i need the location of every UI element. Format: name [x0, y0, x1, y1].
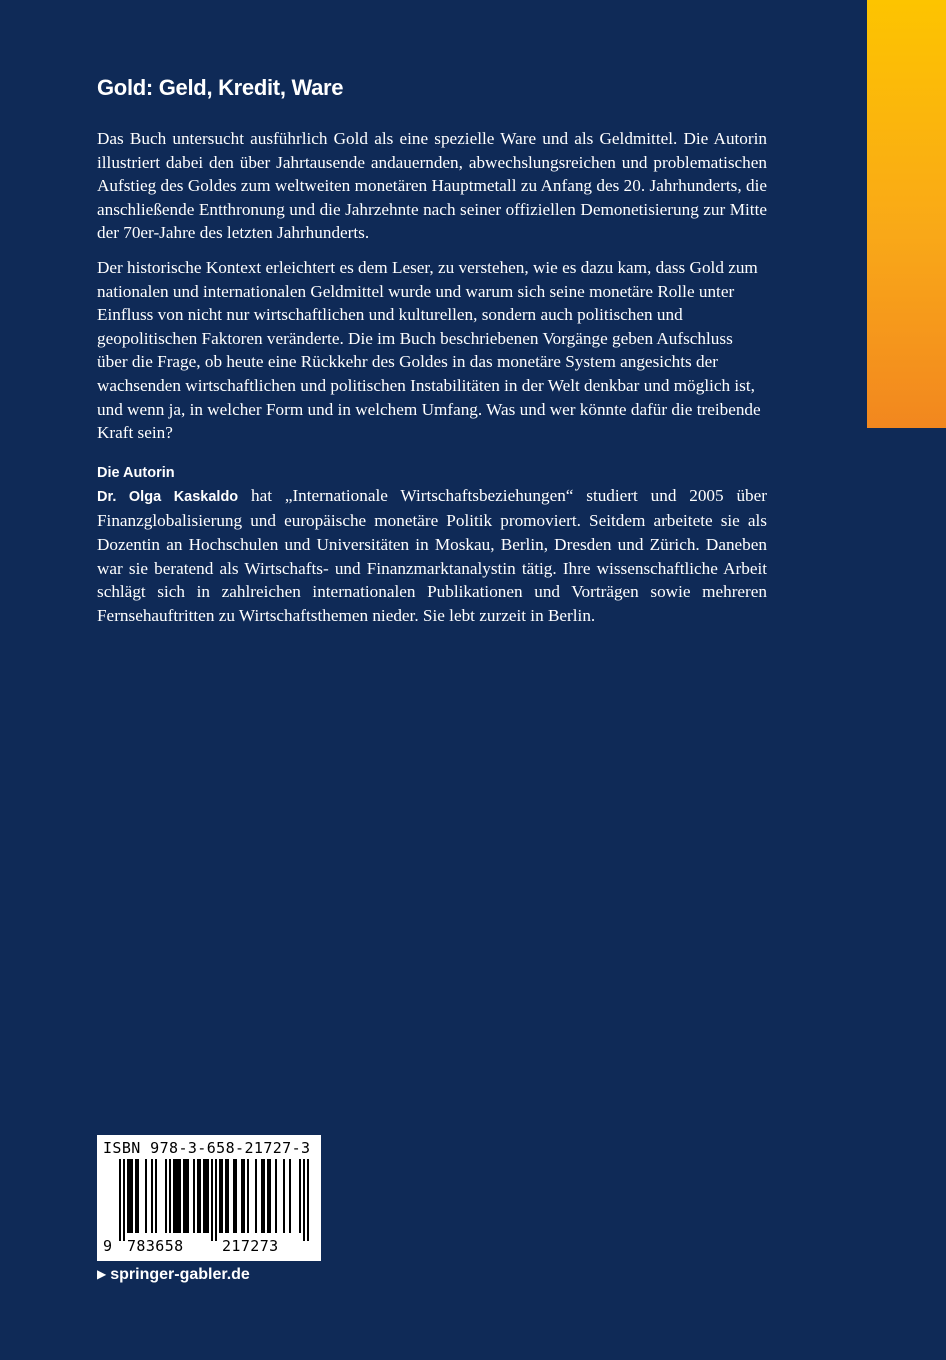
barcode-bar — [169, 1159, 171, 1233]
barcode-bar — [303, 1159, 305, 1241]
barcode-bar — [155, 1159, 157, 1233]
publisher-website[interactable] — [97, 1264, 250, 1285]
isbn-label: ISBN 978-3-658-21727-3 — [103, 1139, 311, 1157]
barcode-bar — [193, 1159, 195, 1233]
author-bio-text: hat „Internationale Wirtschaftsbeziehungen“ studiert und 2005 über Finanzglobalisierung und europäische monetäre Politik promoviert. Seitdem arbeitete sie als Dozentin an Hochschulen und Universitäten in Moskau, Berlin, Dresden und Zürich. Daneben war sie beratend als Wirtschafts- und Finanzmarktanalystin tätig. Ihre wissenschaftliche Arbeit schlägt sich in zahlreichen internationalen Publikationen und Vorträgen sowie mehreren Fernsehauftritten zu Wirtschaftsthemen nieder. Sie lebt zurzeit in Berlin. — [97, 485, 767, 625]
barcode-bar — [197, 1159, 199, 1233]
author-bio — [97, 484, 767, 628]
barcode-bar — [179, 1159, 181, 1233]
description-paragraph-1: Das Buch untersucht ausführlich Gold als eine spezielle Ware und als Geldmittel. Die Autorin illustriert dabei den über Jahrtausende andauernden, abwechslungsreichen und problematischen Aufstieg des Goldes zum weltweiten monetären Hauptmetall zu Anfang des 20. Jahrhunderts, die anschließende Entthronung und die Jahrzehnte nach seiner offiziellen Demonetisierung zur Mitte der 70er-Jahre des letzten Jahrhunderts. — [97, 129, 767, 243]
barcode-bar — [299, 1159, 301, 1233]
barcode-bar — [175, 1159, 177, 1233]
barcode-bar — [151, 1159, 153, 1233]
barcode-bar — [119, 1159, 121, 1241]
barcode-bar — [219, 1159, 221, 1233]
barcode-bar — [203, 1159, 205, 1233]
barcode-bar — [247, 1159, 249, 1233]
website-url: springer-gabler.de — [110, 1266, 250, 1283]
barcode-bar — [183, 1159, 185, 1233]
barcode-bar — [199, 1159, 201, 1233]
book-title: Gold: Geld, Kredit, Ware — [97, 75, 344, 100]
barcode-bar — [131, 1159, 133, 1233]
barcode-bar — [289, 1159, 291, 1233]
barcode-bar — [185, 1159, 187, 1233]
barcode-bar — [227, 1159, 229, 1233]
barcode-bar — [177, 1159, 179, 1233]
barcode-bar — [135, 1159, 137, 1233]
barcode-bar — [187, 1159, 189, 1233]
author-name: Dr. Olga Kaskaldo — [97, 488, 239, 505]
barcode-bar — [243, 1159, 245, 1233]
barcode-bar — [263, 1159, 265, 1233]
isbn-barcode — [97, 1135, 321, 1261]
barcode-bar — [165, 1159, 167, 1233]
barcode-bar — [275, 1159, 277, 1233]
barcode-bar — [221, 1159, 223, 1233]
orange-accent-bar — [867, 0, 946, 428]
barcode-bar — [137, 1159, 139, 1233]
arrow-icon: ▶ — [97, 1267, 107, 1281]
barcode-bar — [173, 1159, 175, 1233]
barcode-bar — [241, 1159, 243, 1233]
barcode-bar — [255, 1159, 257, 1233]
barcode-bar — [207, 1159, 209, 1233]
author-heading: Die Autorin — [97, 464, 175, 481]
barcode-bar — [267, 1159, 269, 1233]
barcode-bar — [233, 1159, 235, 1233]
ean-lead-digit: 9 — [103, 1237, 113, 1255]
barcode-bar — [307, 1159, 309, 1241]
ean-left-digits: 783658 — [127, 1237, 184, 1255]
description-paragraph-2: Der historische Kontext erleichtert es dem Leser, zu verstehen, wie es dazu kam, dass Gold zum nationalen und internationalen Geldmittel wurde und warum sich seine monetäre Rolle unter Einfluss von nicht nur wirtschaftlichen und kulturellen, sondern auch politischen und geopolitischen Faktoren veränderte. Die im Buch beschriebenen Vorgänge geben Aufschluss über die Frage, ob heute eine Rückkehr des Goldes in das monetäre System angesichts der wachsenden wirtschaftlichen und politischen Instabilitäten in der Welt denkbar und möglich ist, und wenn ja, in welcher Form und in welchem Umfang. Was und wer könnte dafür die treibende Kraft sein? — [97, 257, 761, 443]
barcode-bar — [261, 1159, 263, 1233]
barcode-bar — [283, 1159, 285, 1233]
back-cover-text — [97, 72, 767, 627]
barcode-bar — [211, 1159, 213, 1241]
barcode-bar — [123, 1159, 125, 1241]
barcode-bar — [127, 1159, 129, 1233]
barcode-bar — [225, 1159, 227, 1233]
barcode-bar — [269, 1159, 271, 1233]
barcode-bar — [145, 1159, 147, 1233]
barcode-bar — [205, 1159, 207, 1233]
barcode-bar — [215, 1159, 217, 1241]
barcode-bar — [129, 1159, 131, 1233]
ean-right-digits: 217273 — [222, 1237, 279, 1255]
barcode-bar — [235, 1159, 237, 1233]
